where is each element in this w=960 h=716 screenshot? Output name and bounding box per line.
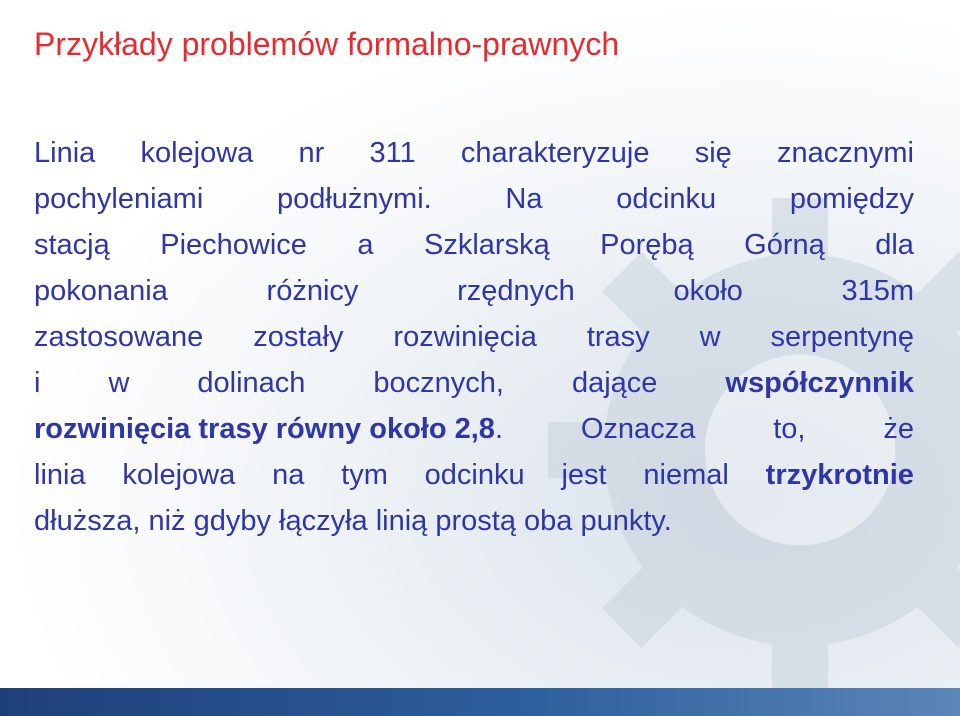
word: to,	[773, 413, 806, 445]
sentence-end	[34, 406, 503, 452]
slide-title: Przykłady problemów formalno-prawnych	[34, 26, 620, 62]
word: około	[673, 275, 743, 307]
bold-term: współczynnik	[725, 367, 914, 399]
word: jest	[561, 459, 607, 491]
word: na	[272, 459, 305, 491]
period: .	[494, 413, 503, 445]
word: charakteryzuje	[460, 137, 650, 169]
word: odcinku	[424, 459, 525, 491]
text-line-9	[34, 498, 914, 544]
word: dla	[875, 229, 914, 261]
text-line-6	[34, 360, 914, 406]
word: się	[694, 137, 732, 169]
text-line-5	[34, 314, 914, 360]
word: pokonania	[34, 275, 168, 307]
word: linia	[34, 459, 86, 491]
word: Piechowice	[160, 229, 307, 261]
word: zastosowane	[34, 321, 204, 353]
word: Linia	[34, 137, 96, 169]
word: nr	[298, 137, 325, 169]
bold-term: trzykrotnie	[765, 459, 914, 491]
word: dające	[571, 367, 658, 399]
word: pomiędzy	[789, 183, 914, 215]
word: serpentynę	[770, 321, 914, 353]
word: rzędnych	[457, 275, 575, 307]
text-line-2	[34, 176, 914, 222]
word: znacznymi	[776, 137, 914, 169]
word: niemal	[643, 459, 729, 491]
slide-body-text	[34, 130, 914, 544]
word: stacją	[34, 229, 110, 261]
word: 311	[369, 137, 416, 169]
word: kolejowa	[140, 137, 254, 169]
word: różnicy	[266, 275, 359, 307]
word: Porębą	[600, 229, 694, 261]
word: że	[883, 413, 914, 445]
word: w	[108, 367, 130, 399]
word: Szklarską	[424, 229, 550, 261]
word: trasy	[586, 321, 650, 353]
text-line-4	[34, 268, 914, 314]
word: pochyleniami	[34, 183, 204, 215]
text-line-3	[34, 222, 914, 268]
word: Górną	[744, 229, 825, 261]
word: w	[699, 321, 721, 353]
footer-bar	[0, 688, 960, 716]
word: podłużnymi.	[276, 183, 432, 215]
word: i	[34, 367, 41, 399]
word: kolejowa	[122, 459, 236, 491]
text-line-8	[34, 452, 914, 498]
word: rozwinięcia	[393, 321, 537, 353]
bold-term: rozwinięcia trasy równy około 2,8	[34, 413, 495, 445]
word: a	[357, 229, 374, 261]
line-text: dłuższa, niż gdyby łączyła linią prostą oba punkty.	[34, 505, 672, 537]
word: tym	[341, 459, 388, 491]
word: odcinku	[616, 183, 717, 215]
text-line-7	[34, 406, 914, 452]
word: dolinach	[197, 367, 306, 399]
word: bocznych,	[373, 367, 504, 399]
text-line-1	[34, 130, 914, 176]
word: Na	[505, 183, 543, 215]
word: 315m	[841, 275, 914, 307]
word: zostały	[253, 321, 344, 353]
word: Oznacza	[580, 413, 696, 445]
